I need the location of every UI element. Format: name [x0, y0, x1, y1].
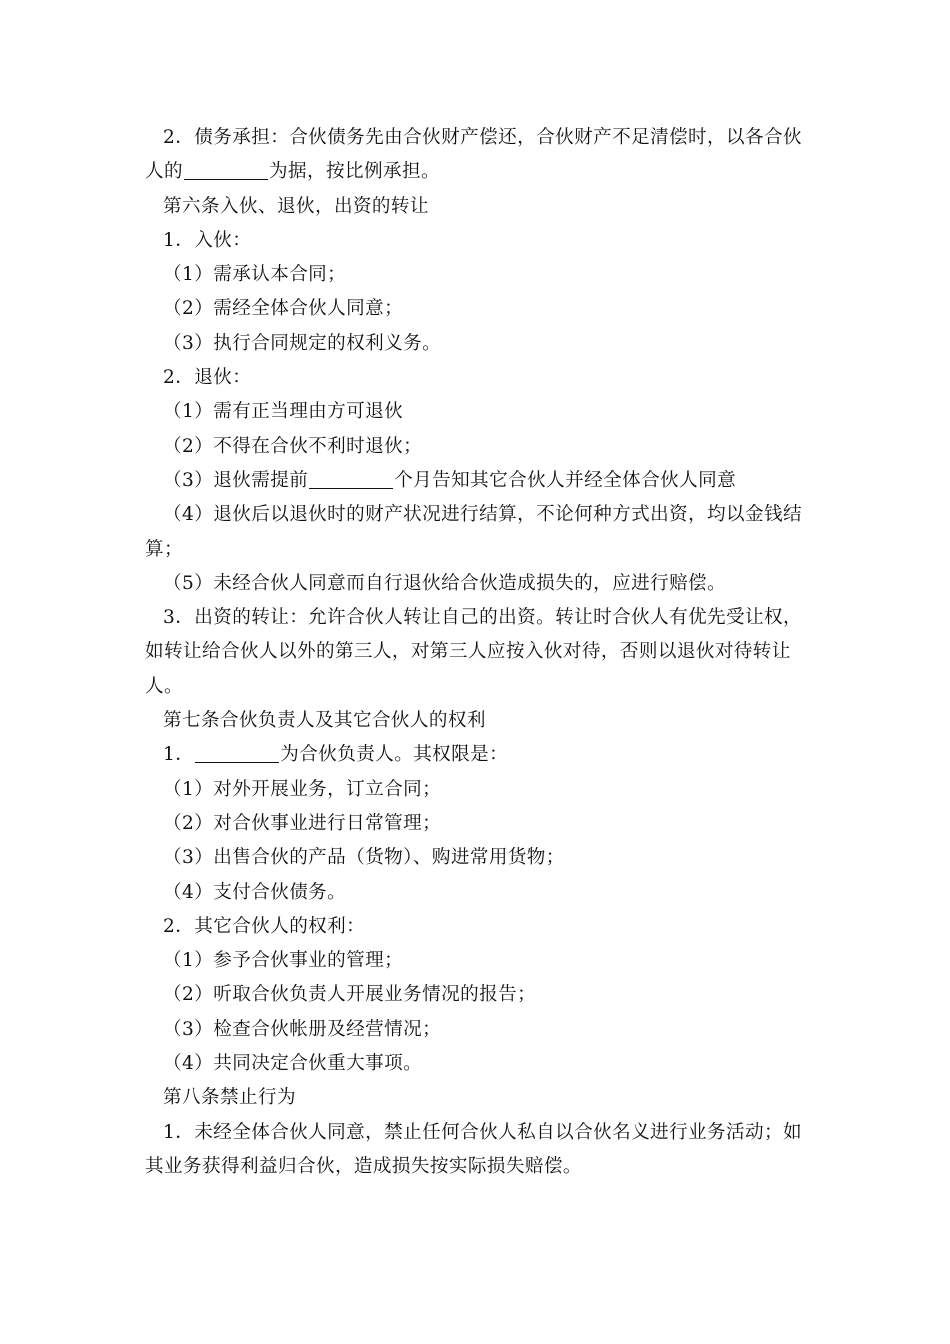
subsection-heading	[145, 738, 810, 772]
paragraph-transfer: 3．出资的转让：允许合伙人转让自己的出资。转让时合伙人有优先受让权，如转让给合伙人以外的第三人，对第三人应按入伙对待，否则以退伙对待转让人。	[145, 607, 803, 697]
subsection-heading: 1．入伙：	[163, 229, 252, 251]
list-item: （4）共同决定合伙重大事项。	[163, 1053, 423, 1075]
section-heading: 第六条入伙、退伙，出资的转让	[163, 195, 429, 217]
paragraph-text: 为合伙负责人。其权限是：	[280, 744, 509, 766]
section-heading: 第八条禁止行为	[163, 1087, 296, 1109]
list-item: （2）不得在合伙不利时退伙；	[163, 435, 423, 457]
list-item: （3）出售合伙的产品（货物）、购进常用货物；	[163, 847, 565, 869]
list-item: （5）未经合伙人同意而自行退伙给合伙造成损失的，应进行赔偿。	[163, 572, 727, 594]
list-item: （3）执行合同规定的权利义务。	[163, 332, 442, 354]
fill-in-blank[interactable]	[309, 469, 393, 489]
list-item: （1）需有正当理由方可退伙	[163, 401, 404, 423]
list-item: （2）需经全体合伙人同意；	[163, 298, 404, 320]
paragraph-text: 个月告知其它合伙人并经全体合伙人同意	[394, 469, 737, 491]
paragraph-text: （3）退伙需提前	[163, 469, 309, 491]
list-item: （2）听取合伙负责人开展业务情况的报告；	[163, 984, 537, 1006]
section-heading: 第七条合伙负责人及其它合伙人的权利	[163, 710, 486, 732]
list-item	[145, 464, 810, 498]
fill-in-blank[interactable]	[195, 744, 279, 764]
subsection-heading: 2．其它合伙人的权利：	[163, 915, 366, 937]
list-item: （1）需承认本合同；	[163, 264, 347, 286]
paragraph-debt-bearing	[145, 121, 810, 190]
list-item: （2）对合伙事业进行日常管理；	[163, 812, 442, 834]
paragraph-text: 1．	[163, 744, 195, 766]
list-item: （4）退伙后以退伙时的财产状况进行结算，不论何种方式出资，均以金钱结算；	[145, 504, 803, 560]
paragraph-text: 2．债务承担：合伙债务先由合伙财产偿还，合伙财产不足清偿时，以各合伙人的	[145, 127, 803, 183]
document-body	[145, 121, 810, 1184]
list-item: （4）支付合伙债务。	[163, 881, 347, 903]
list-item: （1）参予合伙事业的管理；	[163, 950, 404, 972]
list-item: （1）对外开展业务，订立合同；	[163, 778, 442, 800]
fill-in-blank[interactable]	[184, 161, 268, 181]
list-item: （3）检查合伙帐册及经营情况；	[163, 1018, 442, 1040]
paragraph-text: 为据，按比例承担。	[269, 161, 440, 183]
paragraph-prohibition: 1．未经全体合伙人同意，禁止任何合伙人私自以合伙名义进行业务活动；如其业务获得利益归合伙，造成损失按实际损失赔偿。	[145, 1121, 803, 1177]
subsection-heading: 2．退伙：	[163, 367, 252, 389]
